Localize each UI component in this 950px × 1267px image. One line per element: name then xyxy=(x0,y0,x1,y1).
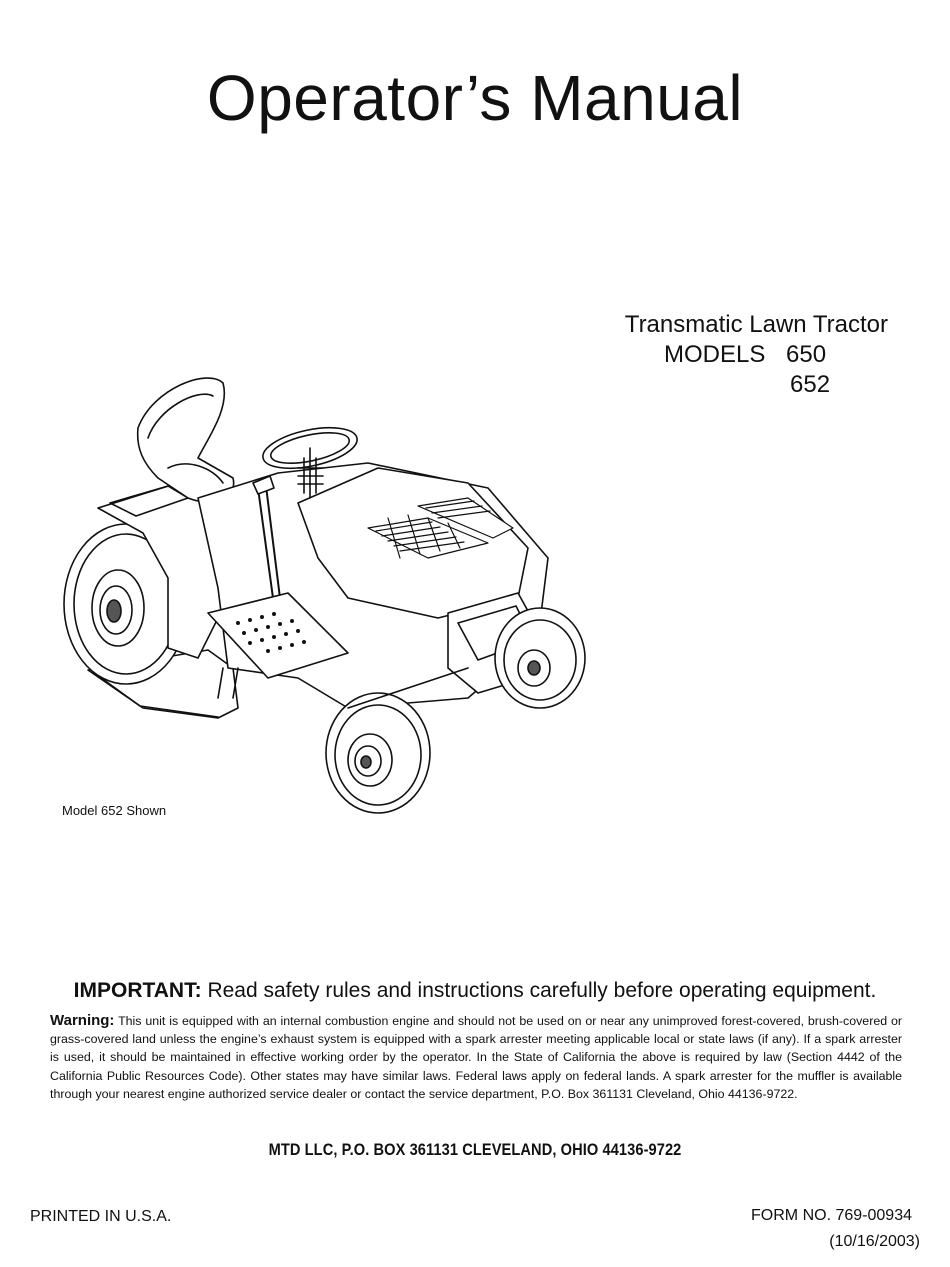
warning-paragraph xyxy=(50,1012,902,1103)
form-number-line xyxy=(700,1206,912,1226)
form-date: (10/16/2003) xyxy=(829,1233,920,1250)
important-label: IMPORTANT: xyxy=(73,979,202,1002)
models-line xyxy=(664,340,826,370)
printed-in: PRINTED IN U.S.A. xyxy=(30,1208,172,1225)
models-label: MODELS xyxy=(664,341,766,368)
important-text: Read safety rules and instructions carefully before operating equipment. xyxy=(207,979,877,1002)
form-number: 769-00934 xyxy=(835,1207,912,1224)
manual-title: Operator’s Manual xyxy=(206,62,744,134)
product-name: Transmatic Lawn Tractor xyxy=(624,311,888,338)
tractor-illustration xyxy=(48,368,593,828)
important-notice xyxy=(0,978,950,1004)
form-label: FORM NO. xyxy=(751,1207,832,1224)
model-number-650: 650 xyxy=(786,341,827,368)
warning-label: Warning: xyxy=(50,1012,115,1029)
warning-text: This unit is equipped with an internal combustion engine and should not be used on or near any unimproved forest-covered, brush-covered or grass-covered land unless the engine’s exhaust system is equipped with a spark arrester meeting applicable local or state laws (if any). If a spark arrester is used, it should be maintained in effective working order by the operator. In the State of California the above is required by law (Section 4442 of the California Public Resources Code). Other states may have similar laws. Federal laws apply on federal lands. A spark arrester for the muffler is available through your nearest engine authorized service dealer or contact the service department, P.O. Box 361131 Cleveland, Ohio 44136-9722. xyxy=(50,1014,902,1101)
model-number-652: 652 xyxy=(790,371,831,398)
company-address: MTD LLC, P.O. BOX 361131 CLEVELAND, OHIO 44136-9722 xyxy=(268,1140,682,1159)
illustration-caption: Model 652 Shown xyxy=(62,803,167,818)
seat xyxy=(138,378,234,502)
